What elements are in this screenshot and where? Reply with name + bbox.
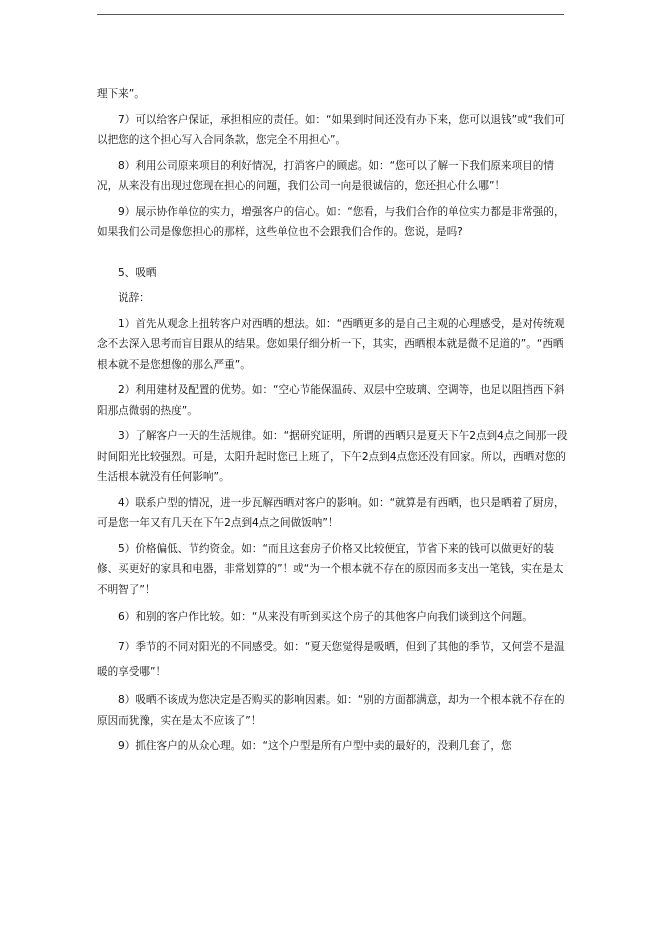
paragraph-west-sun-1: 1）首先从观念上扭转客户对西晒的想法。如：“西晒更多的是自己主观的心理感受，是对传统观念不去深入思考而盲目跟从的结果。您如果仔细分析一下，其实，西晒根本就是微不足道的”。“西晒根本就不是您想像的那么严重”。: [97, 317, 565, 371]
method-label: 说辞：: [118, 292, 150, 304]
paragraph-west-sun-2: 2）利用建材及配置的优势。如：“空心节能保温砖、双层中空玻璃、空调等，也足以阻挡西下斜阳那点微弱的热度”。: [97, 384, 565, 417]
paragraph-continuation: 理下来”。: [97, 88, 145, 100]
paragraph-west-sun-5: 5）价格偏低、节约资金。如：“而且这套房子价格又比较便宜，节省下来的钱可以做更好的装修、买更好的家具和电器，非常划算的”！或“为一个根本就不存在的原因而多支出一笔钱，实在是太不明智了”！: [97, 542, 564, 596]
paragraph-west-sun-6: 6）和别的客户作比较。如：“从来没有听到买这个房子的其他客户向我们谈到这个问题。: [118, 611, 533, 623]
paragraph-west-sun-8: 8）吸晒不该成为您决定是否购买的影响因素。如：“别的方面都满意，却为一个根本就不存在的原因而犹豫，实在是太不应该了”！: [97, 694, 565, 727]
header-rule: [97, 14, 564, 15]
paragraph-west-sun-3: 3）了解客户一天的生活规律。如：“据研究证明，所谓的西晒只是夏天下午2点到4点之间那一段时间阳光比较强烈。可是，太阳升起时您已上班了，下午2点到4点您还没有回家。所以，西晒对您的生活根本就没有任何影响”。: [97, 430, 568, 483]
paragraph-west-sun-9: 9）抓住客户的从众心理。如：“这个户型是所有户型中卖的最好的，没剩几套了，您: [118, 740, 512, 752]
paragraph-item-8: 8）利用公司原来项目的利好情况，打消客户的顾虑。如：“您可以了解一下我们原来项目的情况，从来没有出现过您现在担心的问题，我们公司一向是很诚信的，您还担心什么哪”！: [97, 159, 554, 192]
paragraph-west-sun-4: 4）联系户型的情况，进一步瓦解西晒对客户的影响。如：“就算是有西晒，也只是晒着了厨房，可是您一年又有几天在下午2点到4点之间做饭呐”！: [97, 496, 565, 529]
paragraph-west-sun-7: 7）季节的不同对阳光的不同感受。如：“夏天您觉得是吸晒，但到了其他的季节，又何尝不是温暖的享受哪”！: [97, 641, 565, 678]
document-body: [97, 84, 569, 762]
paragraph-item-9: 9）展示协作单位的实力，增强客户的信心。如：“您看，与我们合作的单位实力都是非常强的，如果我们公司是像您担心的那样，这些单位也不会跟我们合作的。您说，是吗?: [97, 205, 565, 238]
section-heading: 5、吸晒: [118, 266, 157, 279]
paragraph-item-7: 7）可以给客户保证，承担相应的责任。如：“如果到时间还没有办下来，您可以退钱”或“我们可以把您的这个担心写入合同条款，您完全不用担心”。: [97, 113, 565, 146]
